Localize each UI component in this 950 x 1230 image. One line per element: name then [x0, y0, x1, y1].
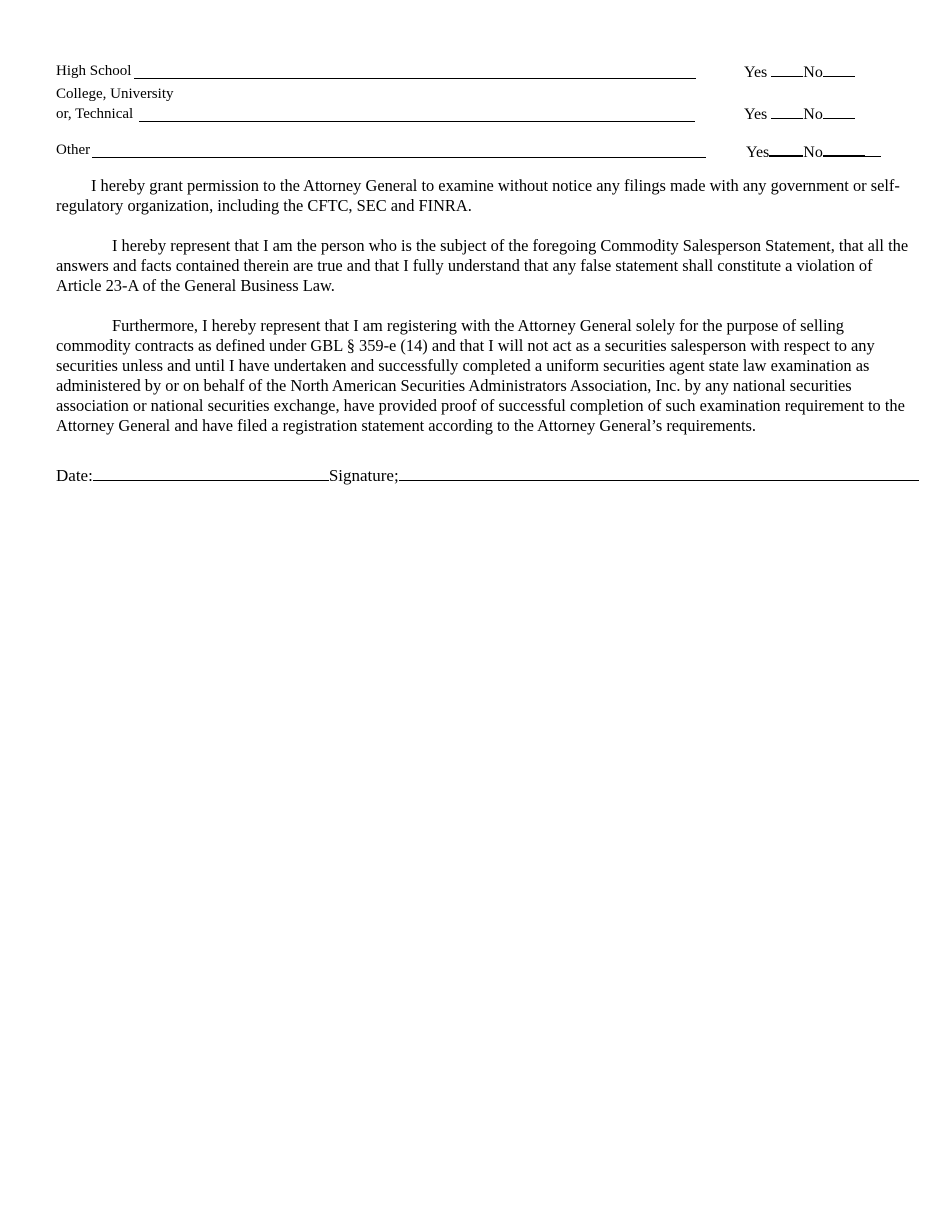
signature-input-line[interactable]	[399, 464, 919, 481]
furthermore-paragraph: Furthermore, I hereby represent that I am registering with the Attorney General solely for the purpose of selling commodity contracts as defined under GBL § 359-e (14) and that I will not act as a securities salesperson with respect to any securities unless and until I have undertaken and successfully completed a uniform securities agent state law examination as administered by or on behalf of the North American Securities Administrators Association, Inc. by any national securities association or national securities exchange, have provided proof of successful completion of such examination requirement to the Attorney General and have filed a registration statement according to the Attorney General’s requirements.	[56, 316, 905, 435]
high-school-yes-blank[interactable]	[771, 62, 803, 77]
date-label: Date:	[56, 466, 93, 485]
other-label: Other	[56, 142, 91, 158]
college-input-line[interactable]	[139, 121, 695, 122]
other-no-blank[interactable]	[823, 141, 865, 157]
other-yes-label: Yes	[746, 144, 770, 161]
date-input-line[interactable]	[93, 464, 329, 481]
other-no-blank-tail	[865, 142, 881, 157]
high-school-no-blank[interactable]	[823, 62, 855, 77]
other-yes-blank[interactable]	[769, 141, 803, 157]
high-school-input-line[interactable]	[134, 78, 696, 79]
signature-label: Signature;	[328, 466, 399, 485]
college-yes-blank[interactable]	[771, 104, 803, 119]
college-no-blank[interactable]	[823, 104, 855, 119]
high-school-yes-no	[744, 62, 855, 82]
signature-row	[56, 464, 919, 486]
college-yes-no	[744, 104, 855, 124]
high-school-yes-label: Yes	[744, 64, 768, 81]
other-yes-no	[746, 141, 881, 162]
college-no-label: No	[803, 106, 823, 123]
high-school-label: High School	[56, 63, 132, 79]
other-no-label: No	[803, 144, 823, 161]
college-label-line1: College, University	[56, 86, 174, 102]
college-yes-label: Yes	[744, 106, 768, 123]
college-label-line2: or, Technical	[56, 106, 134, 122]
representation-paragraph: I hereby represent that I am the person who is the subject of the foregoing Commodity Salesperson Statement, that all the answers and facts contained therein are true and that I fully understand that any false statement shall constitute a violation of Article 23-A of the General Business Law.	[56, 236, 909, 295]
high-school-no-label: No	[803, 64, 823, 81]
other-input-line[interactable]	[92, 157, 706, 158]
permission-paragraph: I hereby grant permission to the Attorney General to examine without notice any filings made with any government or self-regulatory organization, including the CFTC, SEC and FINRA.	[56, 176, 900, 215]
